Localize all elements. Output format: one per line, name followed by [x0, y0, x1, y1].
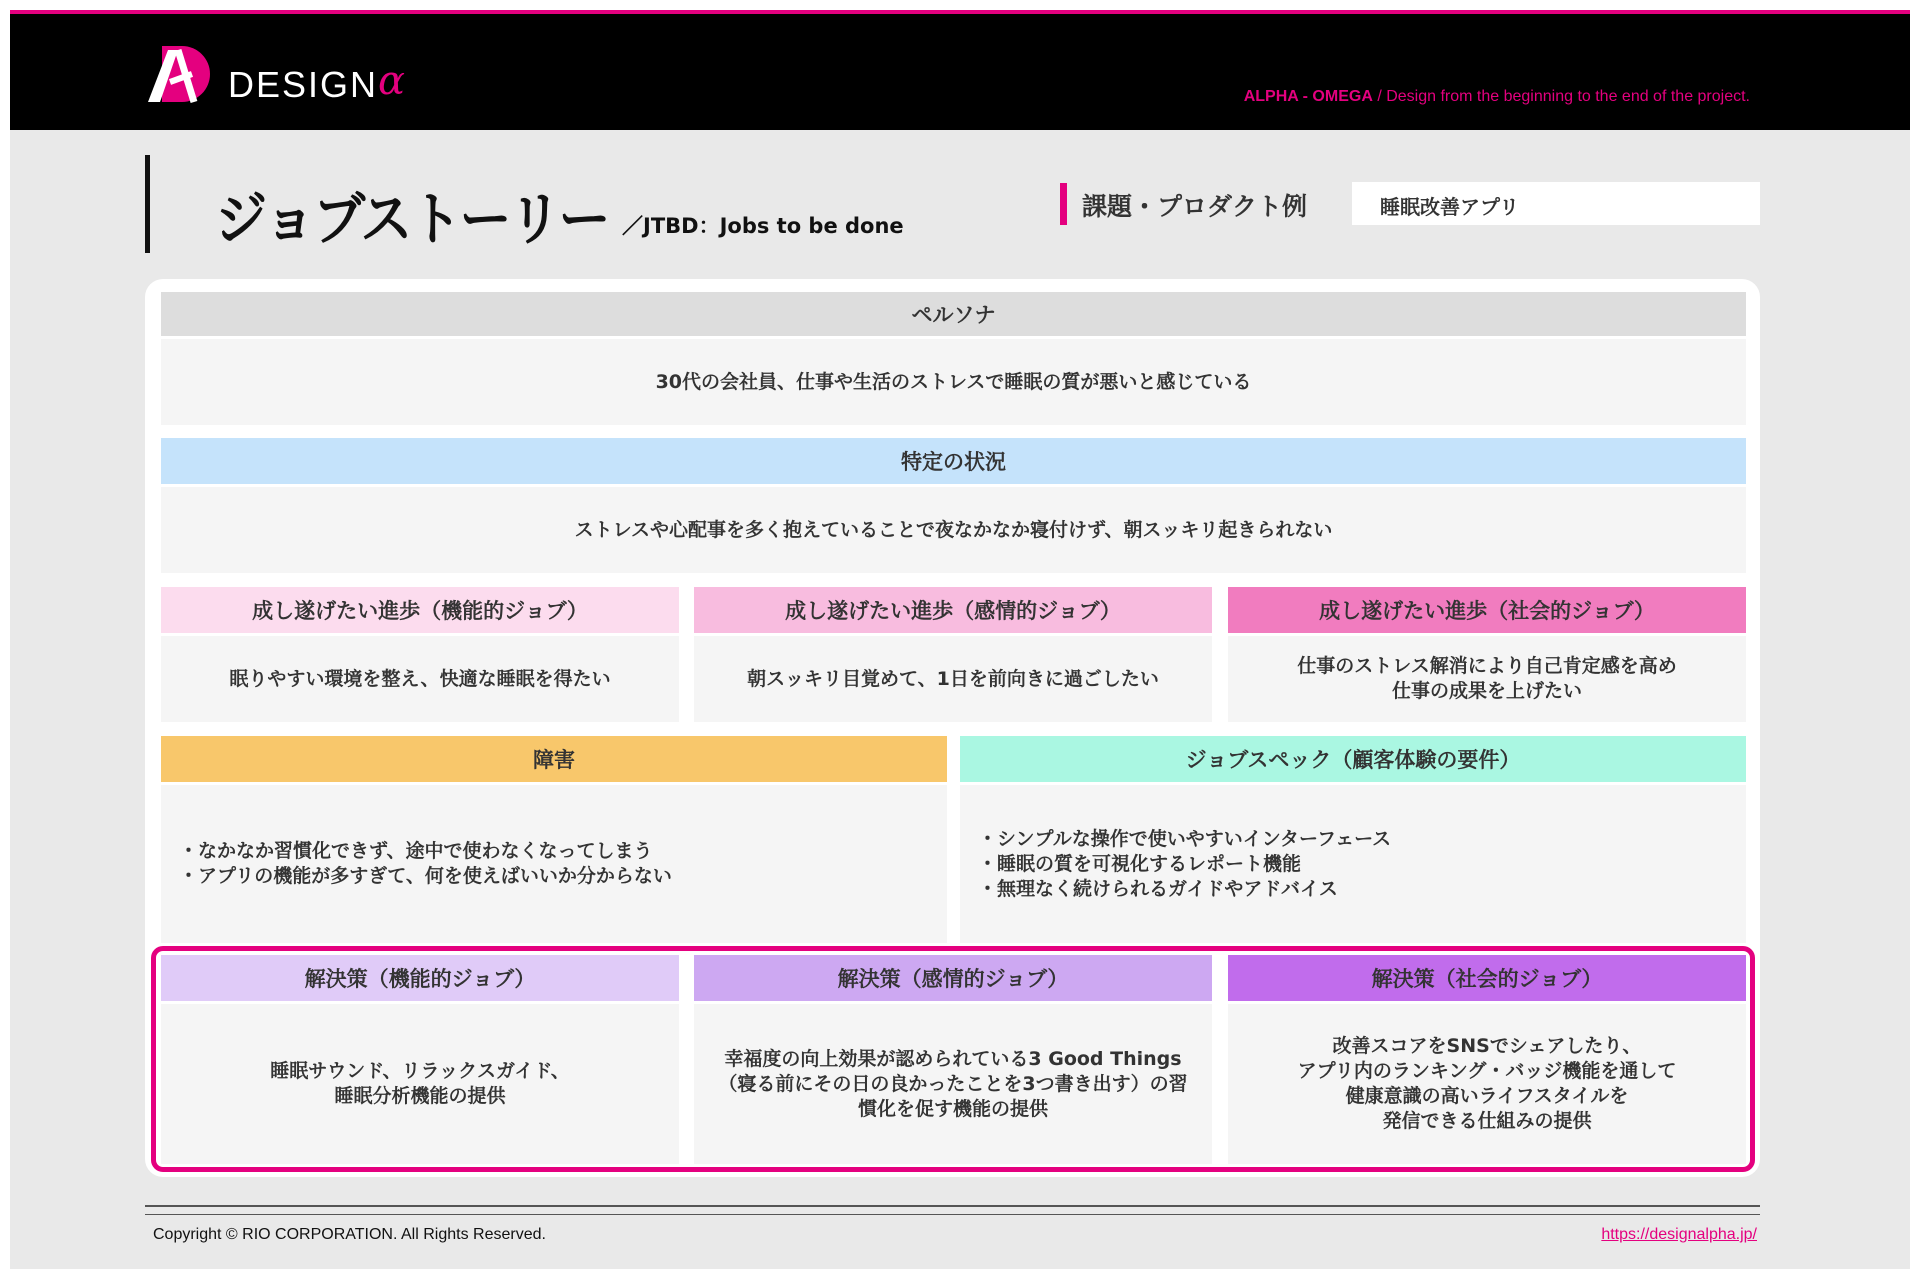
- jobspec-line: ・シンプルな操作で使いやすいインターフェース: [978, 827, 1392, 850]
- tagline: [1244, 88, 1750, 106]
- example-value-box: [1352, 182, 1760, 225]
- progress-social-header: 成し遂げたい進歩（社会的ジョブ）: [1228, 587, 1746, 633]
- design-alpha-logo-icon: [148, 44, 210, 104]
- footer-divider-thin: [145, 1214, 1760, 1215]
- jobspec-body: [960, 785, 1746, 943]
- page-title: ジョブストーリー: [215, 185, 608, 253]
- solution-social-header: 解決策（社会的ジョブ）: [1228, 955, 1746, 1001]
- persona-header: ペルソナ: [161, 292, 1746, 336]
- obstacle-line: ・なかなか習慣化できず、途中で使わなくなってしまう: [179, 840, 653, 862]
- example-value: 睡眠改善アプリ: [1380, 195, 1520, 219]
- example-label: 課題・プロダクト例: [1082, 192, 1308, 221]
- page-subtitle: ／JTBD：Jobs to be done: [622, 214, 904, 238]
- persona-body: 30代の会社員、仕事や生活のストレスで睡眠の質が悪いと感じている: [161, 339, 1746, 425]
- solution-emotional-body: 幸福度の向上効果が認められている3 Good Things （寝る前にその日の良かったことを3つ書き出す）の習 慣化を促す機能の提供: [694, 1004, 1212, 1164]
- solution-social-body: 改善スコアをSNSでシェアしたり、 アプリ内のランキング・バッジ機能を通して 健康意識の高いライフスタイルを 発信できる仕組みの提供: [1228, 1004, 1746, 1164]
- jobspec-line: ・無理なく続けられるガイドやアドバイス: [978, 877, 1338, 900]
- logo-text: DESIGN: [228, 64, 379, 105]
- copyright-text: Copyright © RIO CORPORATION. All Rights Reserved.: [153, 1226, 546, 1243]
- situation-header: 特定の状況: [161, 438, 1746, 484]
- situation-body: ストレスや心配事を多く抱えていることで夜なかなか寝付けず、朝スッキリ起きられない: [161, 487, 1746, 573]
- obstacle-line: ・アプリの機能が多すぎて、何を使えばいいか分からない: [179, 865, 672, 887]
- progress-emotional-header: 成し遂げたい進歩（感情的ジョブ）: [694, 587, 1212, 633]
- footer-divider: [145, 1205, 1760, 1207]
- site-link[interactable]: https://designalpha.jp/: [1601, 1226, 1757, 1243]
- header-bar: [10, 14, 1910, 130]
- progress-functional-body: 眠りやすい環境を整え、快適な睡眠を得たい: [161, 636, 679, 722]
- logo-alpha-symbol: α: [378, 58, 406, 104]
- example-accent-bar: [1060, 183, 1067, 225]
- progress-social-body: 仕事のストレス解消により自己肯定感を高め 仕事の成果を上げたい: [1228, 636, 1746, 722]
- obstacle-body: [161, 785, 947, 943]
- solution-emotional-header: 解決策（感情的ジョブ）: [694, 955, 1212, 1001]
- solutions-highlight-frame: [151, 946, 1755, 1172]
- accent-top-line: [10, 10, 1910, 14]
- tagline-text: / Design from the beginning to the end of the project.: [1372, 88, 1750, 105]
- jobspec-header: ジョブスペック（顧客体験の要件）: [960, 736, 1746, 782]
- progress-functional-header: 成し遂げたい進歩（機能的ジョブ）: [161, 587, 679, 633]
- progress-emotional-body: 朝スッキリ目覚めて、1日を前向きに過ごしたい: [694, 636, 1212, 722]
- jobspec-line: ・睡眠の質を可視化するレポート機能: [978, 852, 1302, 875]
- title-accent-bar: [145, 155, 150, 253]
- solution-functional-header: 解決策（機能的ジョブ）: [161, 955, 679, 1001]
- obstacle-header: 障害: [161, 736, 947, 782]
- tagline-emphasis: ALPHA - OMEGA: [1243, 88, 1373, 105]
- solution-functional-body: 睡眠サウンド、リラックスガイド、 睡眠分析機能の提供: [161, 1004, 679, 1164]
